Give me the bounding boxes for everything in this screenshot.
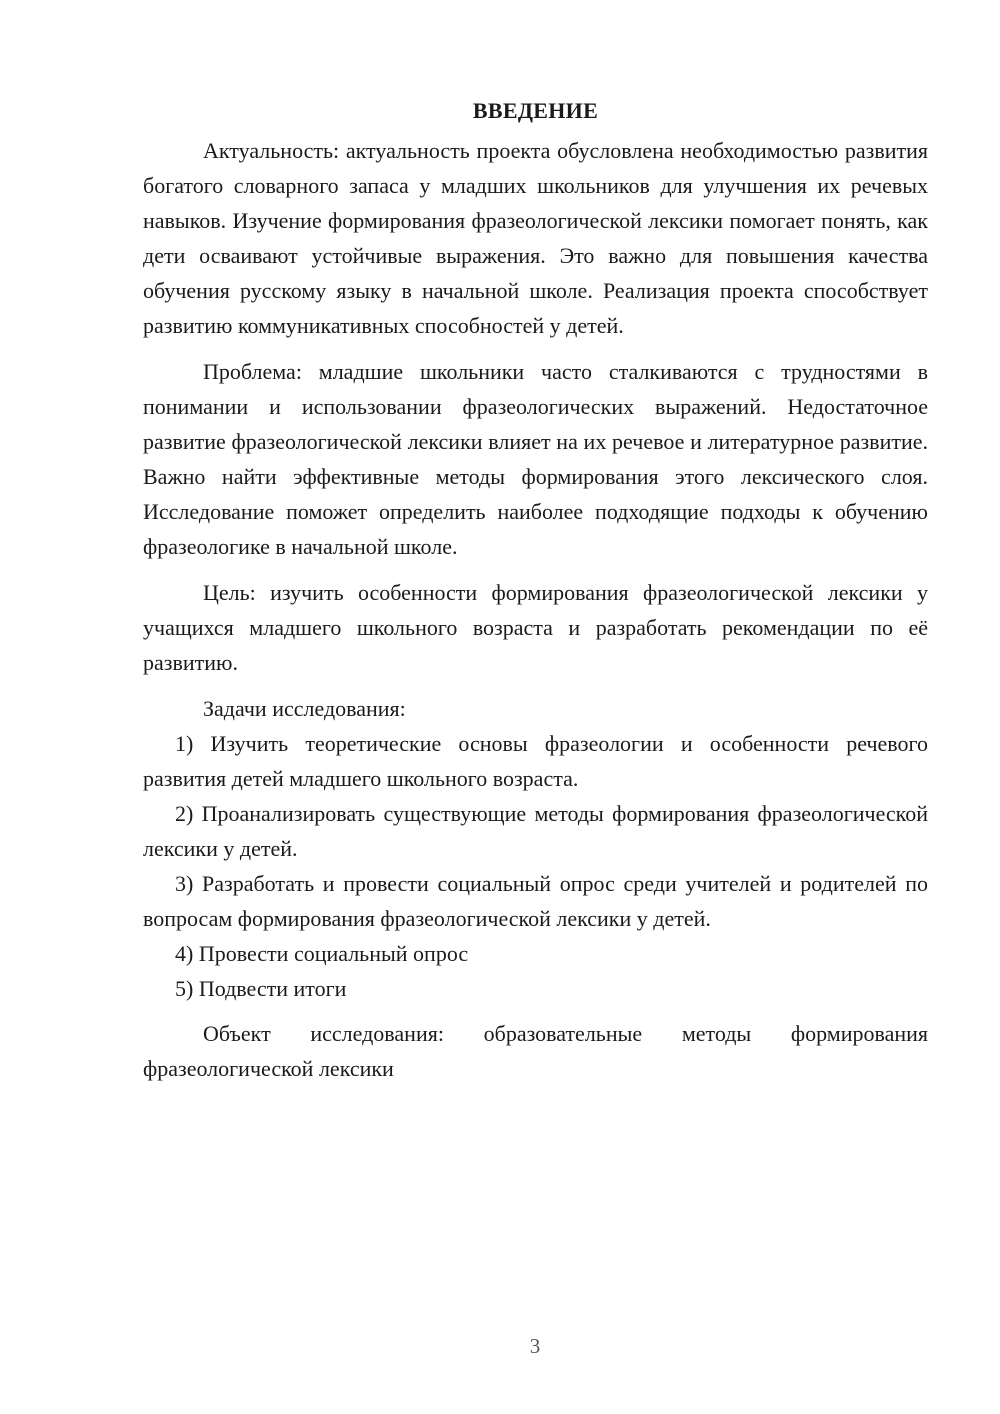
problem-paragraph: Проблема: младшие школьники часто сталкиваются с трудностями в понимании и использовании фразеологических выражений. Недостаточное развитие фразеологической лексики влияет на их речевое и литературное развитие. Важно найти эффективные методы формирования этого лексического слоя. Исследование поможет определить наиболее подходящие подходы к обучению фразеологике в начальной школе.: [143, 359, 928, 559]
object-paragraph: Объект исследования: образовательные методы формирования фразеологической лексики: [143, 1021, 928, 1081]
task-item: 3) Разработать и провести социальный опрос среди учителей и родителей по вопросам формирования фразеологической лексики у детей.: [143, 871, 928, 931]
tasks-list: [143, 726, 928, 1006]
section-title: ВВЕДЕНИЕ: [472, 98, 599, 123]
page-content: [143, 93, 928, 1086]
page-number: 3: [529, 1334, 541, 1358]
task-item: 5) Подвести итоги: [175, 976, 347, 1001]
task-item: 1) Изучить теоретические основы фразеологии и особенности речевого развития детей младшего школьного возраста.: [143, 731, 928, 791]
task-item: 4) Провести социальный опрос: [175, 941, 469, 966]
goal-paragraph: Цель: изучить особенности формирования фразеологической лексики у учащихся младшего школьного возраста и разработать рекомендации по её развитию.: [143, 580, 928, 675]
task-item: 2) Проанализировать существующие методы формирования фразеологической лексики у детей.: [143, 801, 928, 861]
tasks-heading: Задачи исследования:: [203, 696, 406, 721]
relevance-paragraph: Актуальность: актуальность проекта обусловлена необходимостью развития богатого словарного запаса у младших школьников для улучшения их речевых навыков. Изучение формирования фразеологической лексики помогает понять, как дети осваивают устойчивые выражения. Это важно для повышения качества обучения русскому языку в начальной школе. Реализация проекта способствует развитию коммуникативных способностей у детей.: [143, 138, 928, 338]
